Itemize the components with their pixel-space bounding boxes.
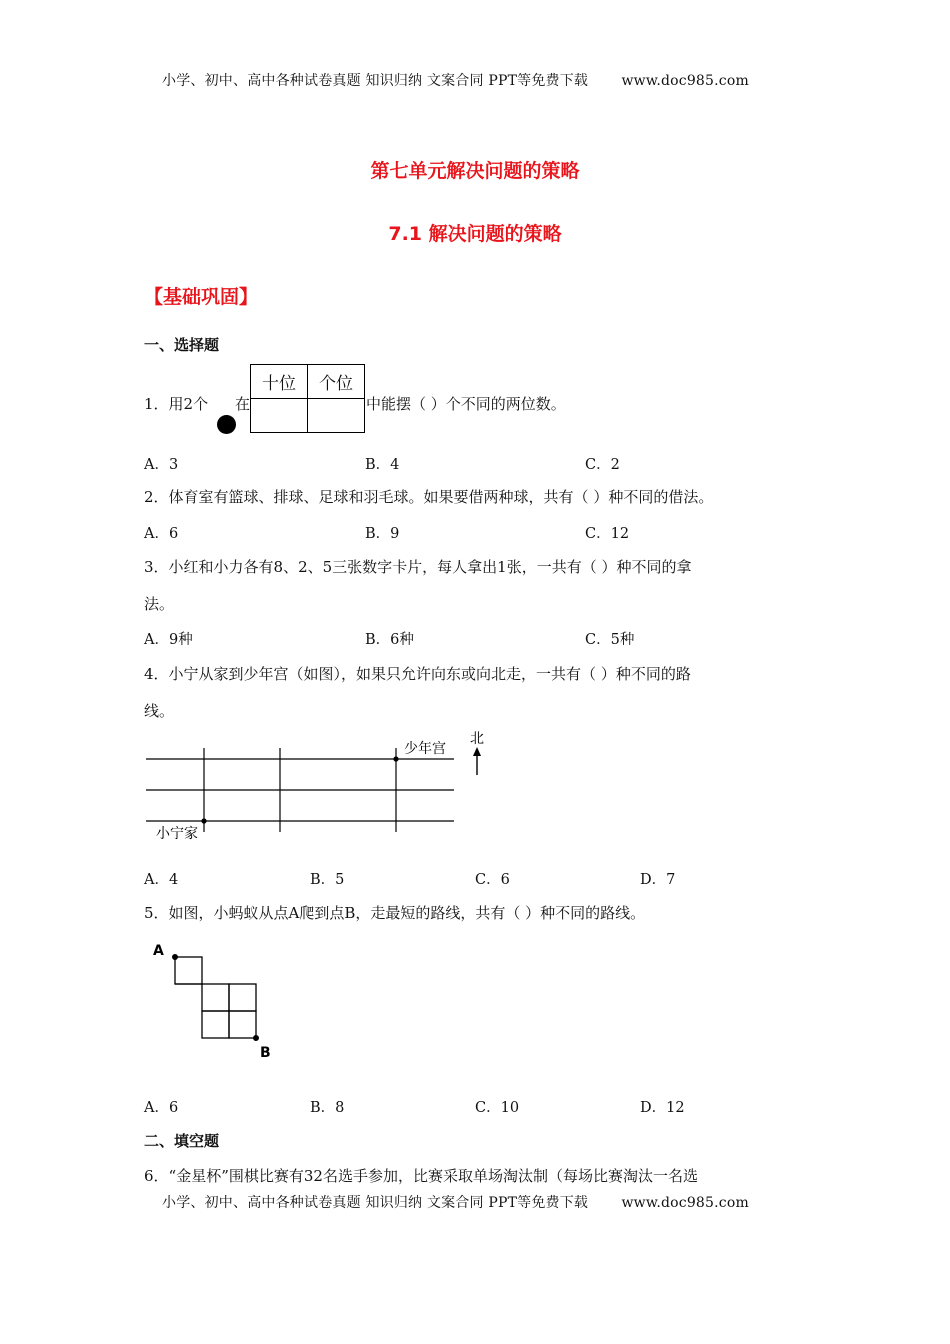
q2-option-b[interactable]: B．9 (365, 526, 400, 542)
label-a: A (153, 943, 164, 959)
q3-option-b[interactable]: B．6种 (365, 632, 414, 648)
q4-option-a[interactable]: A．4 (144, 872, 179, 888)
question-number: 1． (144, 395, 169, 413)
q5-option-a[interactable]: A．6 (144, 1100, 179, 1116)
palace-point (393, 756, 398, 761)
table-header-ones: 个位 (308, 365, 365, 399)
q5-option-d[interactable]: D．12 (640, 1100, 685, 1116)
point-b (253, 1035, 259, 1041)
page-footer (162, 1192, 749, 1212)
q4-option-c[interactable]: C．6 (475, 872, 510, 888)
section-heading-fill: 二、填空题 (144, 1132, 220, 1150)
street-grid-diagram (140, 728, 500, 846)
grid-cell-1 (202, 984, 229, 1011)
q1-option-b[interactable]: B．4 (365, 457, 400, 473)
top-square (175, 957, 202, 984)
label-b: B (260, 1045, 271, 1061)
q3-option-c[interactable]: C．5种 (585, 632, 635, 648)
footer-text: 小学、初中、高中各种试卷真题 知识归纳 文案合同 PPT等免费下载 (162, 1195, 589, 1211)
header-text: 小学、初中、高中各种试卷真题 知识归纳 文案合同 PPT等免费下载 (162, 73, 589, 89)
label-home: 小宁家 (156, 826, 198, 842)
grid-cell-3 (202, 1011, 229, 1038)
question-4-line-2: 线。 (144, 702, 175, 720)
black-dot-icon (217, 415, 236, 434)
q2-option-c[interactable]: C．12 (585, 526, 630, 542)
north-arrow-icon (473, 747, 481, 756)
section-tag: 【基础巩固】 (144, 286, 259, 308)
ant-path-diagram (148, 938, 278, 1062)
question-1 (144, 393, 208, 414)
q3-option-a[interactable]: A．9种 (144, 632, 193, 648)
q2-option-a[interactable]: A．6 (144, 526, 179, 542)
place-value-table (250, 364, 365, 433)
q5-option-c[interactable]: C．10 (475, 1100, 520, 1116)
label-palace: 少年宫 (404, 741, 446, 757)
q5-option-b[interactable]: B．8 (310, 1100, 345, 1116)
home-point (201, 818, 206, 823)
lesson-title: 7.1 解决问题的策略 (388, 223, 562, 245)
question-6: 6．“金星杯”围棋比赛有32名选手参加，比赛采取单场淘汰制（每场比赛淘汰一名选 (144, 1167, 698, 1185)
question-2: 2．体育室有篮球、排球、足球和羽毛球。如果要借两种球，共有（ ）种不同的借法。 (144, 488, 714, 506)
grid-cell-4 (229, 1011, 256, 1038)
question-1-part-a: 用2个 (168, 395, 209, 413)
q4-option-b[interactable]: B．5 (310, 872, 345, 888)
label-north: 北 (470, 731, 484, 747)
q1-option-c[interactable]: C．2 (585, 457, 620, 473)
table-cell-tens (251, 399, 308, 433)
table-cell-ones (308, 399, 365, 433)
q4-option-d[interactable]: D．7 (640, 872, 676, 888)
question-1-part-c: 中能摆（ ）个不同的两位数。 (366, 395, 566, 413)
table-header-tens: 十位 (251, 365, 308, 399)
question-1-part-b: 在 (235, 395, 251, 413)
question-4-line-1: 4．小宁从家到少年宫（如图），如果只允许向东或向北走，一共有（ ）种不同的路 (144, 665, 691, 683)
grid-cell-2 (229, 984, 256, 1011)
page-header (162, 70, 749, 90)
point-a (172, 954, 178, 960)
question-5: 5．如图，小蚂蚁从点A爬到点B，走最短的路线，共有（ ）种不同的路线。 (144, 904, 646, 922)
header-url[interactable]: www.doc985.com (621, 73, 749, 89)
section-heading-choice: 一、选择题 (144, 336, 220, 354)
question-3-line-2: 法。 (144, 595, 175, 613)
unit-title: 第七单元解决问题的策略 (370, 160, 580, 182)
footer-url[interactable]: www.doc985.com (621, 1195, 749, 1211)
question-3-line-1: 3．小红和小力各有8、2、5三张数字卡片，每人拿出1张，一共有（ ）种不同的拿 (144, 558, 692, 576)
q1-option-a[interactable]: A．3 (144, 457, 179, 473)
